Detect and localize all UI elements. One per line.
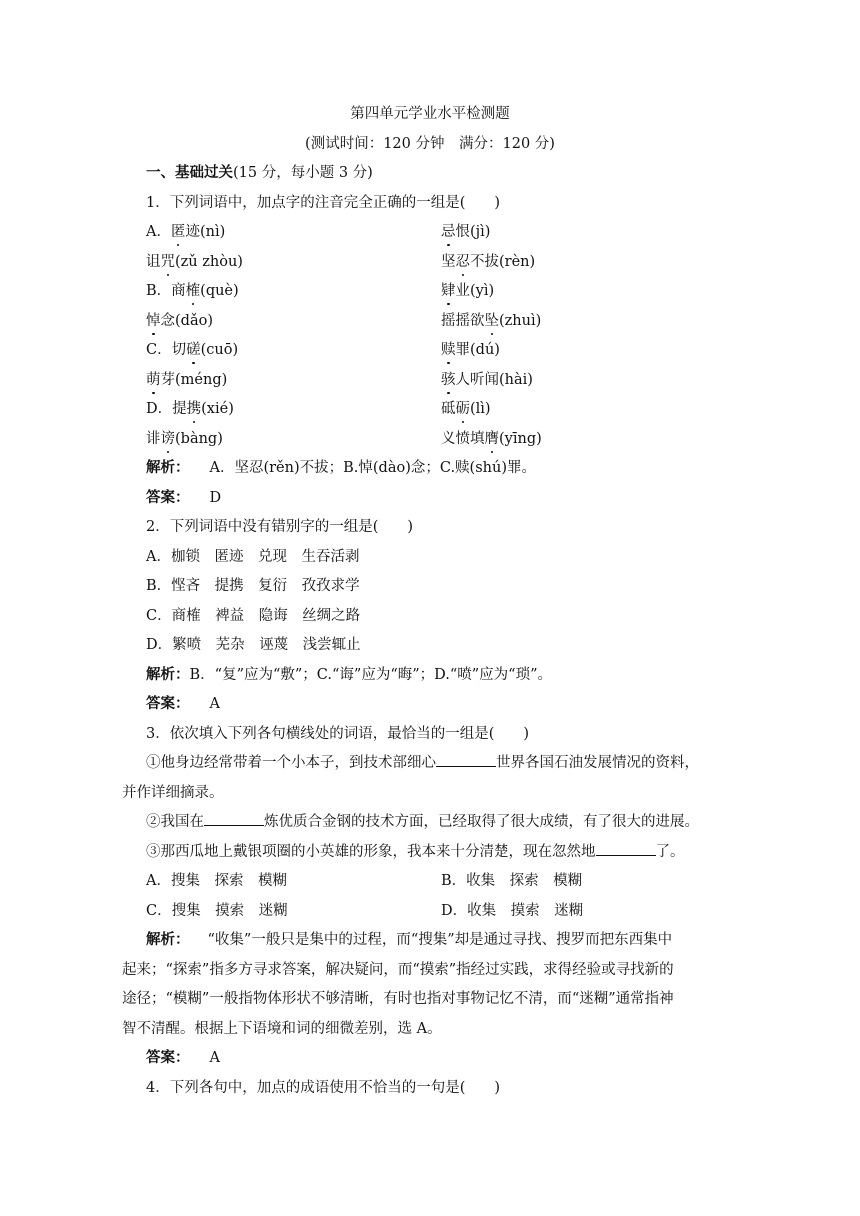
q1-option-d-4: 义愤填膺(yīng) <box>441 431 542 447</box>
q2-analysis <box>146 666 552 684</box>
q3-option-b: B．收集 探索 模糊 <box>441 873 583 889</box>
fill-blank <box>596 843 656 856</box>
q1-option-c-3: 萌芽(méng) <box>146 372 228 388</box>
q1-option-b-2: 肄业(yì) <box>441 283 495 299</box>
q1-analysis <box>146 459 536 477</box>
answer-label: 答案： <box>146 1049 190 1066</box>
q3-answer <box>146 1049 220 1067</box>
analysis-text: B．“复”应为“敷”；C.“诲”应为“晦”；D.“喷”应为“琐”。 <box>189 667 553 683</box>
q1-answer <box>146 489 221 507</box>
q2-option-b: B．悭吝 提携 复衍 孜孜求学 <box>146 578 360 594</box>
analysis-label: 解析： <box>146 931 190 948</box>
q1-option-b-4: 摇摇欲坠(zhuì) <box>441 313 542 329</box>
answer-label: 答案： <box>146 695 190 712</box>
q4-stem: 4．下列各句中，加点的成语使用不恰当的一句是( ) <box>146 1080 501 1096</box>
q1-stem: 1．下列词语中，加点字的注音完全正确的一组是( ) <box>146 195 501 211</box>
q2-answer <box>146 695 220 713</box>
q3-option-c: C．搜集 摸索 迷糊 <box>146 903 288 919</box>
q3-sentence-3: ③那西瓜地上戴银项圈的小英雄的形象，我本来十分清楚，现在忽然地 了。 <box>146 844 685 860</box>
section-heading <box>146 164 373 182</box>
q1-option-a-1: A．匿迹(nì) <box>146 224 226 240</box>
q3-analysis-line-2: 起来；“探索”指多方寻求答案，解决疑问，而“摸索”指经过实践，求得经验或寻找新的 <box>122 962 674 978</box>
analysis-label: 解析： <box>146 666 190 683</box>
q1-option-d-3: 诽谤(bàng) <box>146 431 223 447</box>
q1-option-a-3: 诅咒(zǔ zhòu) <box>146 254 243 270</box>
q1-option-b-1: B．商榷(què) <box>146 283 239 299</box>
q2-option-d: D．繁喷 芜杂 诬蔑 浅尝辄止 <box>146 637 361 653</box>
q3-sentence-2: ②我国在 炼优质合金钢的技术方面，已经取得了很大成绩，有了很大的进展。 <box>146 814 699 830</box>
q1-option-b-3: 悼念(dǎo) <box>146 313 213 329</box>
answer-value: A <box>209 1050 220 1066</box>
analysis-text: A．坚忍(rěn)不拔；B.悼(dào)念；C.赎(shú)罪。 <box>209 460 536 476</box>
q1-option-a-2: 忌恨(jì) <box>441 224 491 240</box>
q1-option-c-4: 骇人听闻(hài) <box>441 372 533 388</box>
answer-value: D <box>209 490 222 506</box>
fill-blank <box>204 813 264 826</box>
q3-sentence-1: ①他身边经常带着一个小本子，到技术部细心 世界各国石油发展情况的资料， <box>146 755 699 771</box>
analysis-label: 解析： <box>146 459 190 476</box>
q3-analysis-line-4: 智不清醒。根据上下语境和词的细微差别，选 A。 <box>122 1021 442 1037</box>
page-title: 第四单元学业水平检测题 <box>350 106 510 122</box>
section-title: 一、基础过关 <box>146 164 233 181</box>
q1-option-d-1: D．提携(xié) <box>146 401 234 417</box>
q2-stem: 2．下列词语中没有错别字的一组是( ) <box>146 519 414 535</box>
section-note: (15 分，每小题 3 分) <box>233 165 373 181</box>
q3-option-a: A．搜集 探索 模糊 <box>146 873 287 889</box>
q2-option-c: C．商榷 裨益 隐诲 丝绸之路 <box>146 608 361 624</box>
q1-option-d-2: 砥砺(lì) <box>441 401 491 417</box>
q1-option-c-2: 赎罪(dú) <box>441 342 500 358</box>
q3-option-d: D．收集 摸索 迷糊 <box>441 903 584 919</box>
q3-stem: 3．依次填入下列各句横线处的词语，最恰当的一组是( ) <box>146 726 530 742</box>
fill-blank <box>436 754 496 767</box>
q1-option-a-4: 坚忍不拔(rèn) <box>441 254 536 270</box>
q1-option-c-1: C．切磋(cuō) <box>146 342 239 358</box>
answer-value: A <box>209 696 220 712</box>
q3-analysis-line-3: 途径；“模糊”一般指物体形状不够清晰，有时也指对事物记忆不清，而“迷糊”通常指神 <box>122 991 674 1007</box>
q3-sentence-1-cont: 并作详细摘录。 <box>122 785 224 801</box>
analysis-text-1: “收集”一般只是集中的过程，而“搜集”却是通过寻找、搜罗而把东西集中 <box>207 932 673 948</box>
q3-analysis <box>146 931 672 949</box>
q2-option-a: A．枷锁 匿迹 兑现 生吞活剥 <box>146 549 360 565</box>
page-subtitle: (测试时间：120 分钟 满分：120 分) <box>305 136 555 152</box>
answer-label: 答案： <box>146 489 190 506</box>
